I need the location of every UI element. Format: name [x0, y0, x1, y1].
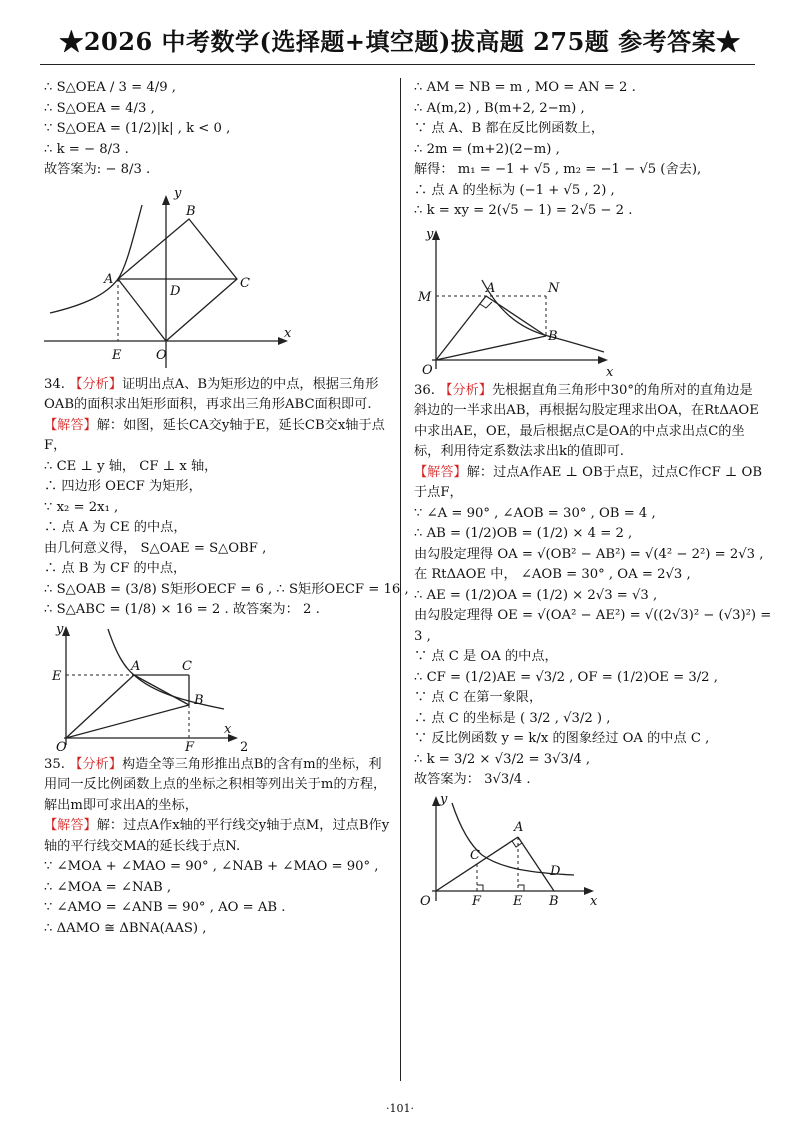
left-column [44, 78, 409, 939]
q35-step-4: ∴ ΔAMO ≅ ΔBNA(AAS) , [44, 920, 207, 936]
q35-cont-2: ∴ A(m,2) , B(m+2, 2−m) , [414, 100, 585, 116]
q35-cont-7: ∴ k = xy = 2(√5 − 1) = 2√5 − 2 . [414, 203, 633, 218]
q34-answer-intro [44, 416, 390, 457]
q34-analysis [44, 375, 390, 416]
q34-step-4: ∴ 点 A 为 CE 的中点， [44, 520, 187, 535]
left-line-5: 故答案为: − 8/3 . [44, 162, 151, 177]
fig1-label-D: D [170, 283, 181, 299]
q34-analysis-tag: 【分析】 [69, 376, 122, 392]
figure-q35-graph [414, 224, 634, 379]
q34-answer-text: 解：如图，延长CA交y轴于E，延长CB交x轴于点F， [44, 417, 385, 453]
q36-analysis-text: 先根据直角三角形中30°的角所对的直角边是斜边的一半求出AB，再根据勾股定理求出OA，在RtΔAOE中求出AE，OE，最后根据点C是OA的中点求出点C的坐标，利用待定系数法求出k的值即可. [414, 382, 759, 459]
q35-analysis-tag: 【分析】 [69, 756, 122, 772]
figure-q33-graph [44, 183, 314, 373]
q34-step-8: ∴ S△ABC = (1/8) × 16 = 2 . 故答案为： 2 . [44, 602, 320, 617]
q34-step-2: ∴ 四边形 OECF 为矩形， [44, 479, 202, 494]
q36-number: 36. [414, 382, 435, 398]
q34-answer-tag: 【解答】 [44, 417, 97, 433]
fig3-label-y: y [426, 226, 434, 242]
figure-q36-graph [414, 793, 614, 908]
left-line-2: ∴ S△OEA = 4/3 , [44, 100, 155, 116]
fig1-label-C: C [240, 275, 250, 291]
q34-analysis-text: 证明出点A、B为矩形边的中点，根据三角形OAB的面积求出矩形面积，再求出三角形ABC面积即可. [44, 376, 379, 412]
fig1-label-y: y [174, 185, 182, 201]
left-line-1: ∴ S△OEA / 3 = 4/9 , [44, 80, 176, 95]
fig4-label-O: O [420, 893, 431, 908]
q35-cont-5: 解得： m₁ = −1 + √5 , m₂ = −1 − √5 (舍去), [414, 162, 702, 177]
fig3-label-B: B [548, 328, 558, 344]
fig3-label-N: N [548, 280, 560, 296]
fig3-label-O: O [422, 362, 433, 378]
fig1-label-E: E [112, 347, 122, 363]
q35-analysis [44, 755, 390, 817]
fig2-label-B: B [194, 692, 204, 708]
fig2-label-A: A [131, 658, 141, 674]
fig2-stray-digit: 2 [240, 739, 249, 753]
q36-step-8: ∵ 点 C 是 OA 的中点， [414, 649, 558, 664]
figure-q34-graph [44, 623, 294, 753]
q36-step-6: 由勾股定理得 OE = √(OA² − AE²) = √((2√3)² − (√3)²) = [414, 608, 772, 623]
q36-step-10: ∵ 点 C 在第一象限， [414, 690, 543, 705]
q36-answer-intro [414, 463, 764, 504]
q34-step-6: ∴ 点 B 为 CF 的中点， [44, 561, 187, 576]
q35-answer-intro [44, 816, 390, 857]
q36-analysis-tag: 【分析】 [439, 382, 492, 398]
q35-cont-6: ∴ 点 A 的坐标为 (−1 + √5 , 2) , [414, 182, 615, 198]
column-divider [400, 78, 401, 1081]
fig3-label-M: M [418, 289, 432, 305]
q34-step-3: ∵ x₂ = 2x₁ , [44, 499, 119, 515]
q36-step-14: 故答案为： 3√3/4 . [414, 772, 531, 787]
left-line-3: ∵ S△OEA = (1/2)|k| , k < 0 , [44, 121, 231, 136]
q35-cont-4: ∴ 2m = (m+2)(2−m) , [414, 141, 560, 157]
fig3-label-A: A [486, 280, 496, 296]
q34-step-7: ∴ S△OAB = (3/8) S矩形OECF = 6 , ∴ S矩形OECF = 16 , [44, 581, 409, 597]
fig1-label-B: B [186, 203, 196, 219]
q36-step-12: ∵ 反比例函数 y = k/x 的图象经过 OA 的中点 C , [414, 731, 710, 746]
q35-cont-1: ∴ AM = NB = m , MO = AN = 2 . [414, 80, 636, 95]
fig1-label-A: A [104, 271, 114, 287]
q36-step-2: ∴ AB = (1/2)OB = (1/2) × 4 = 2 , [414, 526, 633, 541]
right-column [414, 78, 772, 910]
q36-step-5: ∴ AE = (1/2)OA = (1/2) × 2√3 = √3 , [414, 587, 658, 603]
q35-analysis-text: 构造全等三角形推出点B的含有m的坐标，利用同一反比例函数上点的坐标之积相等列出关于m的方程，解出m即可求出A的坐标， [44, 756, 387, 813]
q34-step-5: 由几何意义得， S△OAE = S△OBF , [44, 540, 267, 556]
header-rule [40, 64, 755, 65]
page-number: ·101· [386, 1102, 414, 1115]
q35-answer-text: 解：过点A作x轴的平行线交y轴于点M，过点B作y轴的平行线交MA的延长线于点N. [44, 818, 390, 854]
q34-number: 34. [44, 376, 65, 392]
fig4-label-E: E [513, 893, 523, 908]
q35-answer-tag: 【解答】 [44, 818, 97, 833]
fig2-label-F: F [185, 739, 195, 753]
fig4-label-A: A [514, 819, 524, 835]
fig1-label-O: O [156, 347, 167, 363]
q34-step-1: ∴ CE ⊥ y 轴， CF ⊥ x 轴， [44, 458, 218, 474]
left-line-4: ∴ k = − 8/3 . [44, 141, 129, 157]
fig2-label-O: O [56, 739, 67, 753]
page-header-title: ★2026 中考数学(选择题+填空题)拔高题 275题 参考答案★ [59, 27, 741, 56]
q35-step-2: ∴ ∠MOA = ∠NAB , [44, 879, 172, 895]
q36-step-4: 在 RtΔAOE 中， ∠AOB = 30° , OA = 2√3 , [414, 567, 691, 582]
q36-step-1: ∵ ∠A = 90° , ∠AOB = 30° , OB = 4 , [414, 505, 656, 521]
q35-cont-3: ∵ 点 A、B 都在反比例函数上， [414, 121, 605, 136]
fig4-label-D: D [550, 863, 561, 879]
q36-step-3: 由勾股定理得 OA = √(OB² − AB²) = √(4² − 2²) = 2√3 , [414, 546, 764, 562]
q36-answer-text: 解：过点A作AE ⊥ OB于点E，过点C作CF ⊥ OB于点F， [414, 464, 763, 500]
fig1-label-x: x [284, 325, 292, 341]
q36-answer-tag: 【解答】 [414, 464, 467, 480]
q35-step-3: ∵ ∠AMO = ∠ANB = 90° , AO = AB . [44, 900, 286, 915]
fig4-label-F: F [472, 893, 482, 908]
fig4-label-B: B [549, 893, 559, 908]
fig2-label-E: E [52, 668, 62, 684]
fig4-label-C: C [470, 847, 480, 863]
q36-analysis [414, 381, 764, 463]
q36-step-7: 3 , [414, 628, 431, 644]
fig2-label-y: y [56, 622, 64, 637]
fig3-label-x: x [606, 364, 614, 379]
q35-step-1: ∵ ∠MOA + ∠MAO = 90° , ∠NAB + ∠MAO = 90° , [44, 859, 379, 874]
q36-step-11: ∴ 点 C 的坐标是 ( 3/2 , √3/2 ) , [414, 710, 611, 726]
fig2-label-x: x [224, 721, 232, 737]
q36-step-9: ∴ CF = (1/2)AE = √3/2 , OF = (1/2)OE = 3/2 , [414, 669, 718, 685]
fig2-label-C: C [182, 658, 192, 674]
q35-number: 35. [44, 756, 65, 772]
fig4-label-y: y [440, 792, 448, 807]
fig4-label-x: x [590, 893, 598, 908]
q36-step-13: ∴ k = 3/2 × √3/2 = 3√3/4 , [414, 751, 591, 767]
